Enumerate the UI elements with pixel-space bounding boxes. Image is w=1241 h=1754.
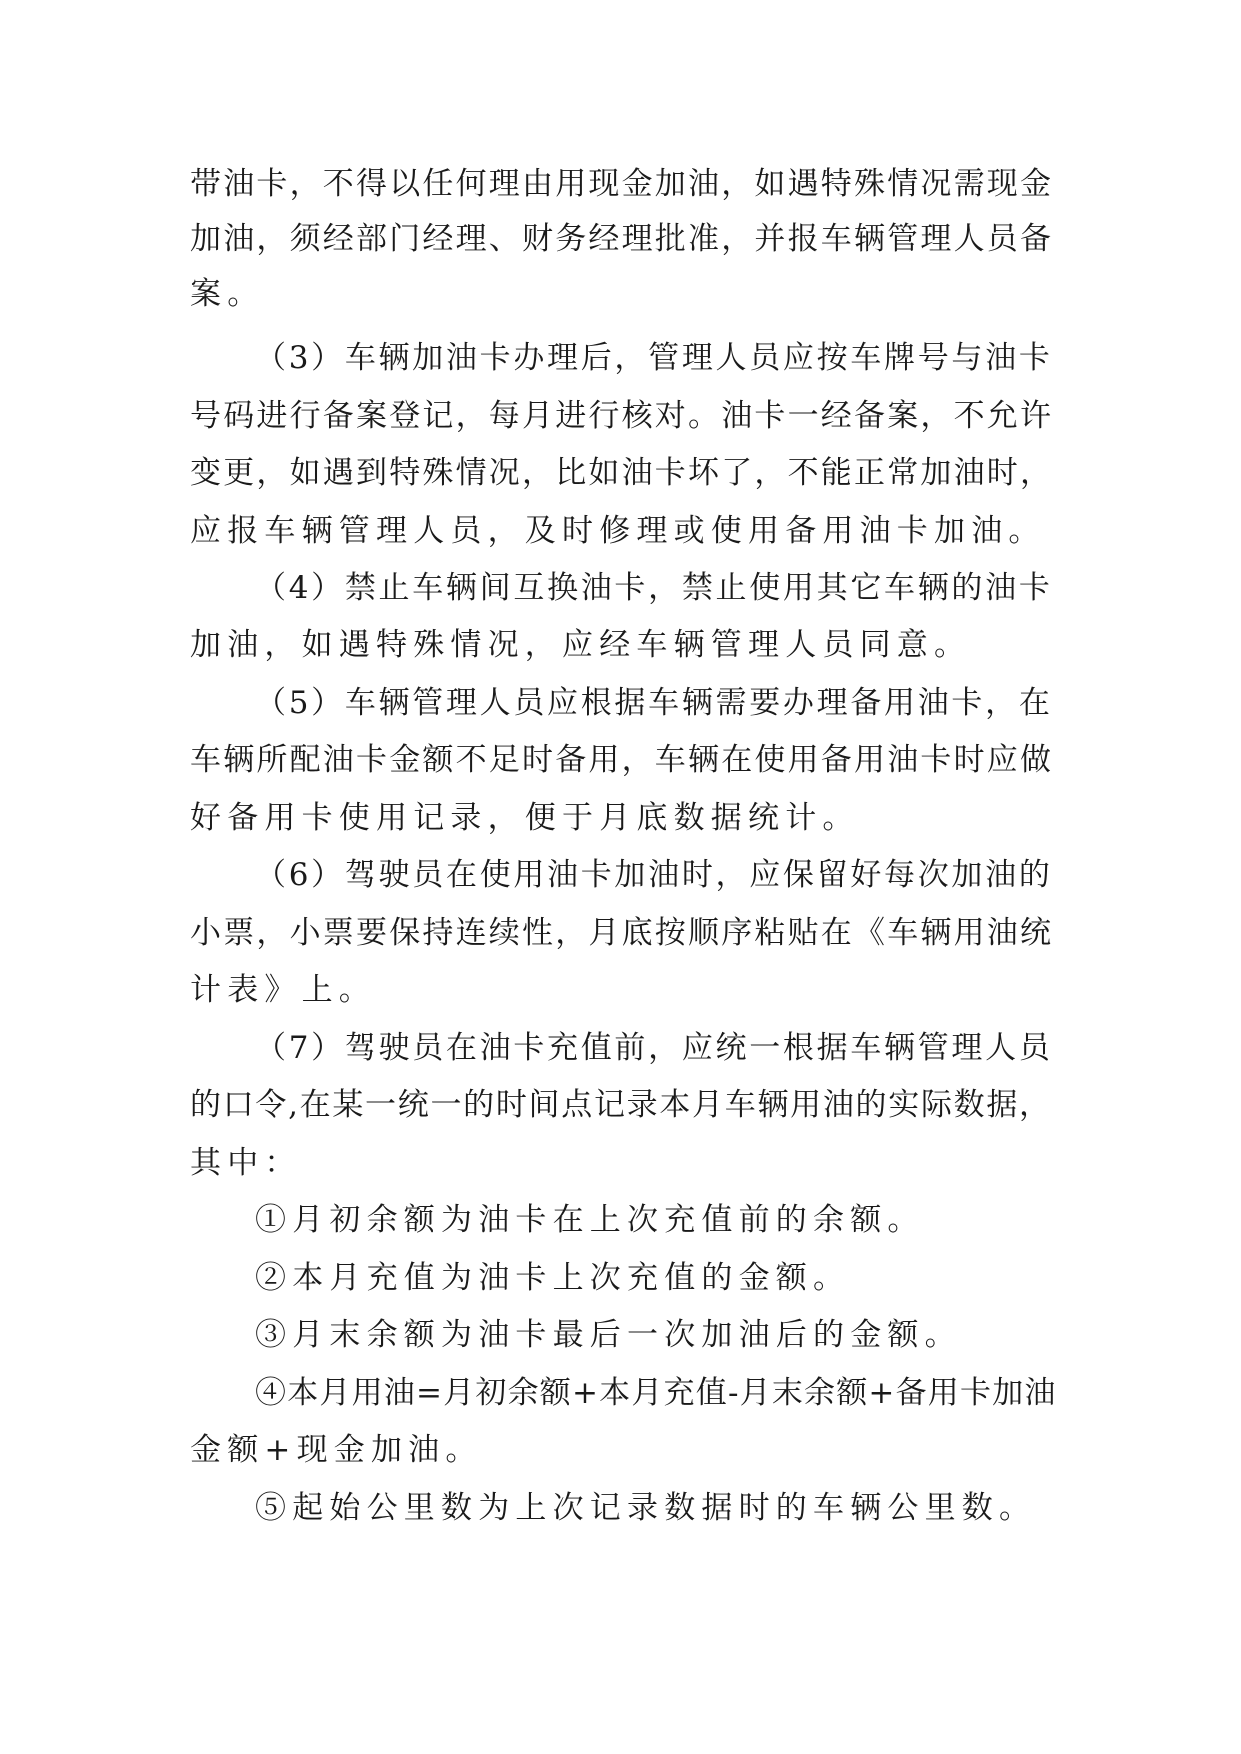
- paragraph-line: 号码进行备案登记，每月进行核对。油卡一经备案，不允许: [190, 398, 1054, 434]
- list-item: ④本月用油=月初余额+本月充值-月末余额+备用卡加油: [255, 1375, 1057, 1411]
- list-item: ②本月充值为油卡上次充值的金额。: [255, 1260, 851, 1296]
- paragraph-line: （6）驾驶员在使用油卡加油时，应保留好每次加油的: [255, 857, 1053, 893]
- paragraph-line: （3）车辆加油卡办理后，管理人员应按车牌号与油卡: [255, 340, 1053, 376]
- paragraph-line: 计表》上。: [190, 972, 376, 1008]
- paragraph-line: 变更，如遇到特殊情况，比如油卡坏了，不能正常加油时，: [190, 455, 1054, 491]
- paragraph-line: 案。: [190, 276, 265, 312]
- paragraph-line: 金额+现金加油。: [190, 1432, 483, 1468]
- paragraph-line: 车辆所配油卡金额不足时备用，车辆在使用备用油卡时应做: [190, 742, 1054, 778]
- paragraph-line: 其中：: [190, 1145, 302, 1181]
- list-item: ⑤起始公里数为上次记录数据时的车辆公里数。: [255, 1490, 1037, 1526]
- paragraph-line: （5）车辆管理人员应根据车辆需要办理备用油卡，在: [255, 685, 1053, 721]
- paragraph-line: 带油卡，不得以任何理由用现金加油，如遇特殊情况需现金: [190, 166, 1054, 202]
- paragraph-line: （7）驾驶员在油卡充值前，应统一根据车辆管理人员: [255, 1030, 1053, 1066]
- paragraph-line: （4）禁止车辆间互换油卡，禁止使用其它车辆的油卡: [255, 570, 1053, 606]
- paragraph-line: 小票，小票要保持连续性，月底按顺序粘贴在《车辆用油统: [190, 915, 1054, 951]
- paragraph-line: 好备用卡使用记录，便于月底数据统计。: [190, 800, 860, 836]
- paragraph-line: 的口令,在某一统一的时间点记录本月车辆用油的实际数据，: [190, 1087, 1052, 1123]
- paragraph-line: 加油，如遇特殊情况，应经车辆管理人员同意。: [190, 627, 972, 663]
- paragraph-line: 应报车辆管理人员，及时修理或使用备用油卡加油。: [190, 513, 1046, 549]
- list-item: ③月末余额为油卡最后一次加油后的金额。: [255, 1317, 962, 1353]
- paragraph-line: 加油，须经部门经理、财务经理批准，并报车辆管理人员备: [190, 221, 1054, 257]
- list-item: ①月初余额为油卡在上次充值前的余额。: [255, 1202, 925, 1238]
